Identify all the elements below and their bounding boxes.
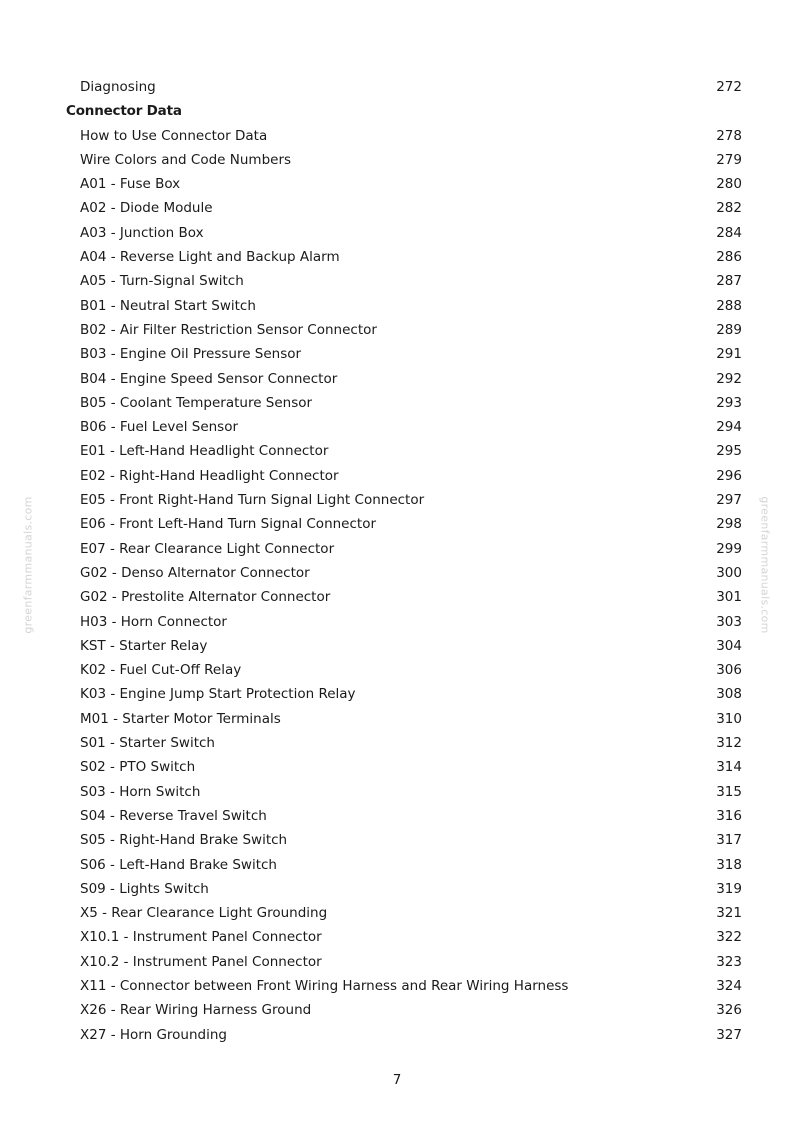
toc-section-heading <box>0 99 794 123</box>
toc-entry[interactable] <box>0 561 794 585</box>
entry-page-number: 284 <box>716 224 742 241</box>
toc-entry[interactable] <box>0 682 794 706</box>
entry-title: M01 - Starter Motor Terminals <box>80 710 281 727</box>
entry-page-number: 301 <box>716 589 742 606</box>
entry-page-number: 287 <box>716 273 742 290</box>
entry-page-number: 292 <box>716 370 742 387</box>
entry-page-number: 323 <box>716 953 742 970</box>
toc-entry[interactable] <box>0 342 794 366</box>
toc-entry[interactable] <box>0 294 794 318</box>
entry-page-number: 295 <box>716 443 742 460</box>
toc-entry[interactable] <box>0 221 794 245</box>
toc-entry[interactable] <box>0 998 794 1022</box>
entry-page-number: 297 <box>716 492 742 509</box>
entry-title: E07 - Rear Clearance Light Connector <box>80 540 335 557</box>
toc-entry[interactable] <box>0 828 794 852</box>
entry-title: K02 - Fuel Cut-Off Relay <box>80 662 242 679</box>
toc-entry[interactable] <box>0 196 794 220</box>
entry-page-number: 288 <box>716 297 742 314</box>
toc-entry[interactable] <box>0 415 794 439</box>
entry-page-number: 319 <box>716 880 742 897</box>
entry-page-number: 312 <box>716 735 742 752</box>
entry-title: G02 - Prestolite Alternator Connector <box>80 589 331 606</box>
entry-page-number: 280 <box>716 176 742 193</box>
entry-title: S05 - Right-Hand Brake Switch <box>80 832 288 849</box>
toc-entry[interactable] <box>0 464 794 488</box>
toc-entry[interactable] <box>0 925 794 949</box>
entry-page-number: 315 <box>716 783 742 800</box>
entry-title: B06 - Fuel Level Sensor <box>80 419 239 436</box>
entry-page-number: 296 <box>716 467 742 484</box>
toc-entry[interactable] <box>0 245 794 269</box>
entry-title: B04 - Engine Speed Sensor Connector <box>80 370 338 387</box>
entry-page-number: 298 <box>716 516 742 533</box>
entry-title: How to Use Connector Data <box>80 127 268 144</box>
toc-entry[interactable] <box>0 367 794 391</box>
entry-page-number: 306 <box>716 662 742 679</box>
entry-title: B01 - Neutral Start Switch <box>80 297 256 314</box>
entry-title: X11 - Connector between Front Wiring Harness and Rear Wiring Harness <box>80 977 569 994</box>
entry-title: Diagnosing <box>80 79 156 95</box>
entry-title: K03 - Engine Jump Start Protection Relay <box>80 686 356 703</box>
toc-entry[interactable] <box>0 148 794 172</box>
toc-entry[interactable] <box>0 537 794 561</box>
entry-title: B05 - Coolant Temperature Sensor <box>80 394 313 411</box>
entry-title: G02 - Denso Alternator Connector <box>80 564 310 581</box>
entry-title: A01 - Fuse Box <box>80 176 181 193</box>
toc-entry[interactable] <box>0 804 794 828</box>
entry-title: X27 - Horn Grounding <box>80 1026 227 1043</box>
entry-page-number: 272 <box>716 79 742 95</box>
entry-page-number: 324 <box>716 977 742 994</box>
entry-title: A04 - Reverse Light and Backup Alarm <box>80 249 340 266</box>
entry-page-number: 300 <box>716 564 742 581</box>
toc-entry[interactable] <box>0 318 794 342</box>
entry-title: A05 - Turn-Signal Switch <box>80 273 244 290</box>
entry-title: S06 - Left-Hand Brake Switch <box>80 856 277 873</box>
entry-page-number: 316 <box>716 807 742 824</box>
entry-title: X26 - Rear Wiring Harness Ground <box>80 1002 312 1019</box>
entry-page-number: 279 <box>716 151 742 168</box>
entry-title: Wire Colors and Code Numbers <box>80 151 292 168</box>
toc-entry[interactable] <box>0 755 794 779</box>
entry-page-number: 321 <box>716 905 742 922</box>
toc-entry[interactable] <box>0 585 794 609</box>
entry-title: KST - Starter Relay <box>80 637 208 654</box>
toc-entry[interactable] <box>0 488 794 512</box>
entry-title: S03 - Horn Switch <box>80 783 201 800</box>
entry-title: S04 - Reverse Travel Switch <box>80 807 267 824</box>
toc-entry[interactable] <box>0 974 794 998</box>
entry-title: E01 - Left-Hand Headlight Connector <box>80 443 329 460</box>
entry-page-number: 314 <box>716 759 742 776</box>
entry-page-number: 318 <box>716 856 742 873</box>
entry-page-number: 303 <box>716 613 742 630</box>
toc-entry[interactable] <box>0 853 794 877</box>
entry-title: X10.1 - Instrument Panel Connector <box>80 929 322 946</box>
toc-entry[interactable] <box>0 439 794 463</box>
entry-page-number: 291 <box>716 346 742 363</box>
entry-title: S02 - PTO Switch <box>80 759 196 776</box>
entry-page-number: 299 <box>716 540 742 557</box>
entry-page-number: 308 <box>716 686 742 703</box>
entry-page-number: 293 <box>716 394 742 411</box>
watermark-left: greenfarmmanuals.com <box>21 496 35 634</box>
entry-title: E06 - Front Left-Hand Turn Signal Connector <box>80 516 377 533</box>
entry-title: E05 - Front Right-Hand Turn Signal Light Connector <box>80 492 425 509</box>
page-number: 7 <box>392 1072 402 1088</box>
entry-title: B03 - Engine Oil Pressure Sensor <box>80 346 302 363</box>
entry-page-number: 326 <box>716 1002 742 1019</box>
entry-page-number: 278 <box>716 127 742 144</box>
entry-page-number: 327 <box>716 1026 742 1043</box>
entry-page-number: 310 <box>716 710 742 727</box>
toc-entry[interactable] <box>0 124 794 148</box>
toc-entry[interactable] <box>0 877 794 901</box>
toc-entry[interactable] <box>0 634 794 658</box>
toc-entry[interactable] <box>0 512 794 536</box>
section-title: Connector Data <box>66 103 182 120</box>
toc-entry[interactable] <box>0 950 794 974</box>
entry-page-number: 322 <box>716 929 742 946</box>
entry-title: A03 - Junction Box <box>80 224 204 241</box>
entry-page-number: 282 <box>716 200 742 217</box>
watermark-right: greenfarmmanuals.com <box>758 496 772 634</box>
toc-entry[interactable] <box>0 269 794 293</box>
entry-title: X5 - Rear Clearance Light Grounding <box>80 905 328 922</box>
entry-title: H03 - Horn Connector <box>80 613 227 630</box>
toc-entry[interactable] <box>0 610 794 634</box>
toc-entry[interactable] <box>0 731 794 755</box>
toc-entry[interactable] <box>0 172 794 196</box>
toc-entry[interactable] <box>0 780 794 804</box>
entry-title: S09 - Lights Switch <box>80 880 209 897</box>
entry-title: X10.2 - Instrument Panel Connector <box>80 953 322 970</box>
toc-entry[interactable] <box>0 901 794 925</box>
entry-page-number: 294 <box>716 419 742 436</box>
entry-page-number: 317 <box>716 832 742 849</box>
entry-title: S01 - Starter Switch <box>80 735 215 752</box>
toc-entry[interactable] <box>0 75 794 99</box>
toc-entry[interactable] <box>0 707 794 731</box>
entry-page-number: 304 <box>716 637 742 654</box>
entry-page-number: 286 <box>716 249 742 266</box>
toc-entry[interactable] <box>0 1023 794 1047</box>
toc-entry[interactable] <box>0 658 794 682</box>
table-of-contents <box>0 75 794 1047</box>
entry-title: E02 - Right-Hand Headlight Connector <box>80 467 339 484</box>
entry-page-number: 289 <box>716 321 742 338</box>
entry-title: A02 - Diode Module <box>80 200 213 217</box>
entry-title: B02 - Air Filter Restriction Sensor Connector <box>80 321 377 338</box>
toc-entry[interactable] <box>0 391 794 415</box>
